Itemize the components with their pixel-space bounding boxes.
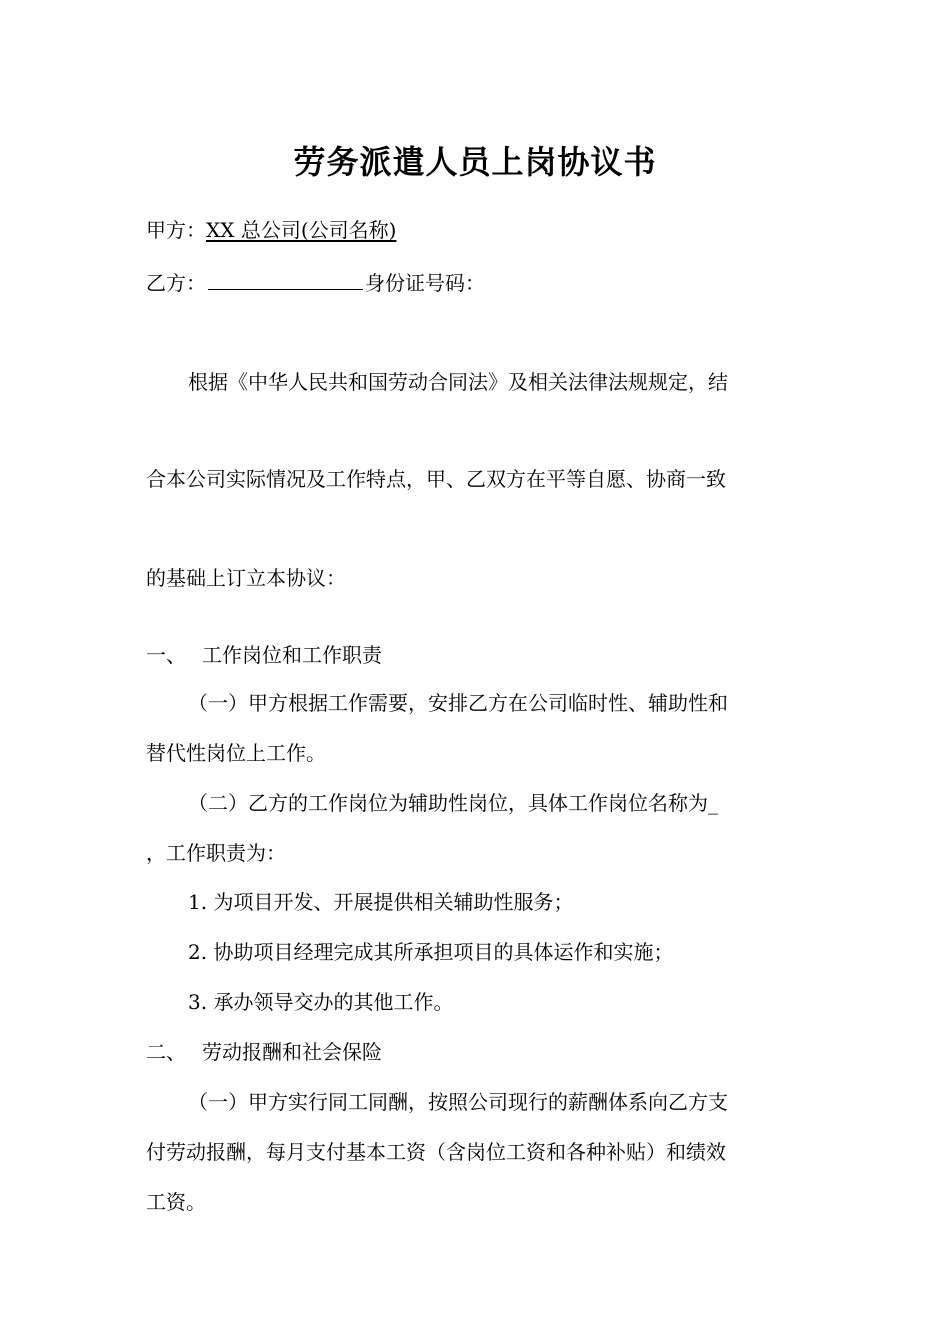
section-1-number: 一、	[146, 643, 186, 667]
party-a-line	[146, 217, 396, 243]
duty-item-2: 2. 协助项目经理完成其所承担项目的具体运作和实施；	[188, 940, 674, 964]
party-b-blank	[208, 269, 363, 290]
party-b-id-label: 身份证号码：	[365, 271, 485, 295]
intro-line-1: 根据《中华人民共和国劳动合同法》及相关法律法规规定，结	[188, 370, 728, 394]
section-2-item-1-line-2: 付劳动报酬，每月支付基本工资（含岗位工资和各种补贴）和绩效	[146, 1140, 726, 1164]
section-1-heading	[146, 642, 382, 668]
duty-item-3: 3. 承办领导交办的其他工作。	[188, 990, 454, 1014]
section-1-title: 工作岗位和工作职责	[202, 643, 382, 667]
section-2-heading	[146, 1039, 382, 1065]
intro-line-3: 的基础上订立本协议：	[146, 566, 346, 590]
document-title: 劳务派遣人员上岗协议书	[293, 143, 657, 181]
section-2-item-1-line-1: （一）甲方实行同工同酬，按照公司现行的薪酬体系向乙方支	[188, 1090, 728, 1114]
section-1-item-1-line-2: 替代性岗位上工作。	[146, 741, 326, 765]
section-1-item-2-line-2: ，工作职责为：	[146, 841, 286, 865]
section-2-item-1-line-3: 工资。	[146, 1190, 206, 1214]
section-2-number: 二、	[146, 1040, 186, 1064]
section-1-item-1-line-1: （一）甲方根据工作需要，安排乙方在公司临时性、辅助性和	[188, 691, 728, 715]
party-b-label: 乙方：	[146, 271, 206, 295]
section-1-item-2-line-1: （二）乙方的工作岗位为辅助性岗位，具体工作岗位名称为_	[188, 791, 718, 815]
section-2-title: 劳动报酬和社会保险	[202, 1040, 382, 1064]
duty-item-1: 1. 为项目开发、开展提供相关辅助性服务；	[188, 890, 574, 914]
party-b-line	[146, 269, 485, 296]
party-a-label: 甲方：	[146, 218, 206, 242]
intro-line-2: 合本公司实际情况及工作特点，甲、乙双方在平等自愿、协商一致	[146, 467, 726, 491]
party-a-value: XX 总公司(公司名称)	[206, 218, 397, 242]
